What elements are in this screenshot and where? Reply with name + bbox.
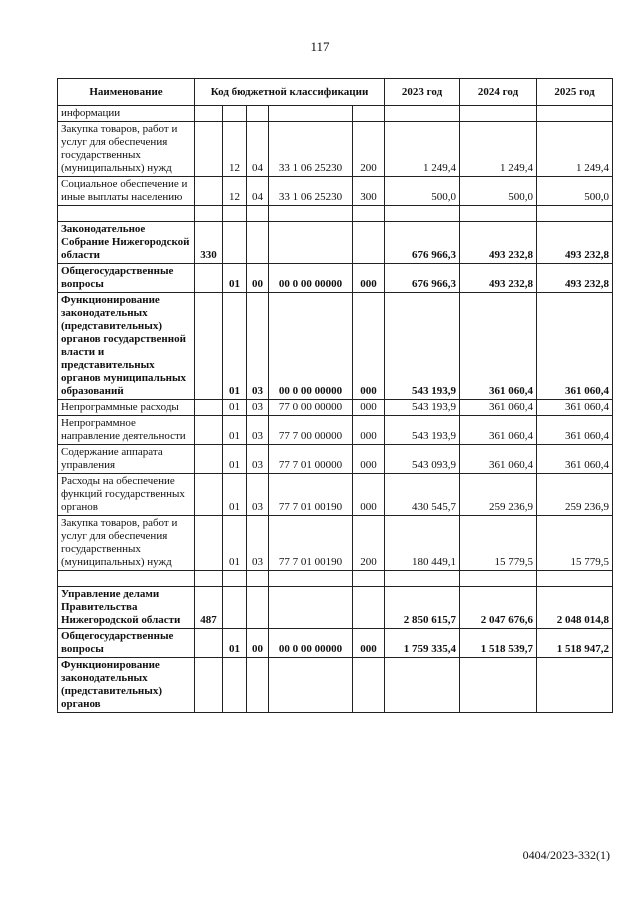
row-csr: 00 0 00 00000 (269, 293, 353, 400)
row-gr (195, 516, 223, 571)
table-row (58, 516, 613, 571)
row-value-2024: 361 060,4 (460, 400, 537, 416)
row-name: Непрограммное направление деятельности (58, 416, 195, 445)
row-csr: 33 1 06 25230 (269, 122, 353, 177)
row-gr (195, 400, 223, 416)
row-csr (269, 587, 353, 629)
row-pr: 03 (247, 416, 269, 445)
row-gr (195, 445, 223, 474)
spacer-cell (385, 571, 460, 587)
row-pr (247, 658, 269, 713)
row-rz: 01 (223, 474, 247, 516)
row-pr: 03 (247, 293, 269, 400)
spacer-cell (537, 206, 613, 222)
row-gr (195, 106, 223, 122)
table-row (58, 400, 613, 416)
row-pr: 04 (247, 122, 269, 177)
row-csr: 77 7 01 00000 (269, 445, 353, 474)
row-gr: 330 (195, 222, 223, 264)
spacer-cell (223, 571, 247, 587)
row-value-2025: 1 518 947,2 (537, 629, 613, 658)
row-vr (353, 658, 385, 713)
row-value-2023: 1 249,4 (385, 122, 460, 177)
row-pr (247, 587, 269, 629)
row-csr: 33 1 06 25230 (269, 177, 353, 206)
row-value-2024: 259 236,9 (460, 474, 537, 516)
row-rz: 01 (223, 293, 247, 400)
spacer-cell (460, 571, 537, 587)
row-csr: 77 7 01 00190 (269, 474, 353, 516)
spacer-cell (195, 206, 223, 222)
spacer-cell (247, 206, 269, 222)
row-csr (269, 658, 353, 713)
row-value-2024: 361 060,4 (460, 293, 537, 400)
table-row (58, 658, 613, 713)
row-csr: 77 0 00 00000 (269, 400, 353, 416)
row-csr (269, 222, 353, 264)
row-gr: 487 (195, 587, 223, 629)
row-value-2024 (460, 106, 537, 122)
row-name: Закупка товаров, работ и услуг для обеспечения государственных (муниципальных) нужд (58, 516, 195, 571)
row-value-2025: 361 060,4 (537, 400, 613, 416)
row-value-2024: 361 060,4 (460, 416, 537, 445)
spacer-cell (58, 206, 195, 222)
header-2023: 2023 год (385, 79, 460, 106)
row-gr (195, 122, 223, 177)
row-rz: 01 (223, 400, 247, 416)
row-value-2025 (537, 658, 613, 713)
row-vr: 200 (353, 516, 385, 571)
row-value-2024: 15 779,5 (460, 516, 537, 571)
row-rz: 12 (223, 122, 247, 177)
row-name: Социальное обеспечение и иные выплаты населению (58, 177, 195, 206)
row-value-2025: 1 249,4 (537, 122, 613, 177)
spacer-cell (247, 571, 269, 587)
row-vr: 000 (353, 264, 385, 293)
row-vr: 000 (353, 400, 385, 416)
row-pr: 00 (247, 264, 269, 293)
row-pr: 03 (247, 474, 269, 516)
table-spacer-row (58, 571, 613, 587)
row-name: информации (58, 106, 195, 122)
row-value-2023: 2 850 615,7 (385, 587, 460, 629)
row-vr: 000 (353, 445, 385, 474)
row-pr: 03 (247, 400, 269, 416)
row-vr: 300 (353, 177, 385, 206)
row-vr: 000 (353, 293, 385, 400)
row-value-2023: 543 193,9 (385, 293, 460, 400)
row-rz: 01 (223, 416, 247, 445)
row-value-2024 (460, 658, 537, 713)
row-value-2023: 500,0 (385, 177, 460, 206)
row-rz: 01 (223, 629, 247, 658)
row-name: Расходы на обеспечение функций государственных органов (58, 474, 195, 516)
table-row (58, 474, 613, 516)
spacer-cell (195, 571, 223, 587)
header-name: Наименование (58, 79, 195, 106)
row-value-2023: 543 193,9 (385, 416, 460, 445)
page-number: 117 (310, 39, 330, 54)
spacer-cell (269, 571, 353, 587)
spacer-cell (385, 206, 460, 222)
row-csr: 77 7 01 00190 (269, 516, 353, 571)
spacer-cell (58, 571, 195, 587)
row-rz: 01 (223, 264, 247, 293)
row-value-2023 (385, 106, 460, 122)
row-pr: 04 (247, 177, 269, 206)
row-value-2023: 676 966,3 (385, 222, 460, 264)
row-gr (195, 658, 223, 713)
row-value-2023: 543 093,9 (385, 445, 460, 474)
row-csr: 77 7 00 00000 (269, 416, 353, 445)
row-pr: 03 (247, 516, 269, 571)
row-value-2023: 430 545,7 (385, 474, 460, 516)
table-row (58, 264, 613, 293)
row-rz (223, 658, 247, 713)
row-vr: 000 (353, 629, 385, 658)
document-code: 0404/2023-332(1) (522, 848, 610, 862)
row-value-2025: 500,0 (537, 177, 613, 206)
row-name: Общегосударственные вопросы (58, 264, 195, 293)
row-name: Управление делами Правительства Нижегородской области (58, 587, 195, 629)
row-name: Функционирование законодательных (представительных) органов (58, 658, 195, 713)
spacer-cell (537, 571, 613, 587)
row-name: Функционирование законодательных (представительных) органов государственной власти и представительных органов муниципальных образований (58, 293, 195, 400)
row-vr: 200 (353, 122, 385, 177)
row-name: Закупка товаров, работ и услуг для обеспечения государственных (муниципальных) нужд (58, 122, 195, 177)
budget-table (57, 78, 613, 713)
row-value-2023: 543 193,9 (385, 400, 460, 416)
row-value-2025: 2 048 014,8 (537, 587, 613, 629)
row-csr: 00 0 00 00000 (269, 629, 353, 658)
header-2024: 2024 год (460, 79, 537, 106)
table-row (58, 587, 613, 629)
row-value-2023 (385, 658, 460, 713)
row-value-2024: 493 232,8 (460, 222, 537, 264)
row-gr (195, 293, 223, 400)
row-name: Законодательное Собрание Нижегородской области (58, 222, 195, 264)
row-gr (195, 264, 223, 293)
spacer-cell (353, 571, 385, 587)
row-vr (353, 587, 385, 629)
row-rz: 12 (223, 177, 247, 206)
row-rz: 01 (223, 516, 247, 571)
table-row (58, 222, 613, 264)
row-gr (195, 474, 223, 516)
spacer-cell (269, 206, 353, 222)
row-value-2024: 2 047 676,6 (460, 587, 537, 629)
row-vr: 000 (353, 416, 385, 445)
row-rz (223, 106, 247, 122)
row-value-2025: 15 779,5 (537, 516, 613, 571)
row-name: Содержание аппарата управления (58, 445, 195, 474)
row-value-2025: 259 236,9 (537, 474, 613, 516)
header-2025: 2025 год (537, 79, 613, 106)
table-row (58, 122, 613, 177)
table-row (58, 416, 613, 445)
row-value-2025: 361 060,4 (537, 416, 613, 445)
table-body (58, 106, 613, 713)
row-pr (247, 106, 269, 122)
row-name: Непрограммные расходы (58, 400, 195, 416)
row-vr (353, 222, 385, 264)
row-value-2025 (537, 106, 613, 122)
row-gr (195, 629, 223, 658)
row-value-2025: 493 232,8 (537, 222, 613, 264)
table-row (58, 106, 613, 122)
row-csr (269, 106, 353, 122)
header-code: Код бюджетной классификации (195, 79, 385, 106)
row-gr (195, 177, 223, 206)
row-value-2025: 493 232,8 (537, 264, 613, 293)
row-vr: 000 (353, 474, 385, 516)
row-value-2024: 361 060,4 (460, 445, 537, 474)
row-gr (195, 416, 223, 445)
table-row (58, 629, 613, 658)
table-spacer-row (58, 206, 613, 222)
spacer-cell (353, 206, 385, 222)
row-pr (247, 222, 269, 264)
row-rz: 01 (223, 445, 247, 474)
row-value-2023: 1 759 335,4 (385, 629, 460, 658)
row-csr: 00 0 00 00000 (269, 264, 353, 293)
spacer-cell (223, 206, 247, 222)
row-value-2024: 1 249,4 (460, 122, 537, 177)
table-header-row (58, 79, 613, 106)
row-value-2023: 180 449,1 (385, 516, 460, 571)
row-value-2024: 500,0 (460, 177, 537, 206)
row-value-2025: 361 060,4 (537, 445, 613, 474)
row-value-2024: 493 232,8 (460, 264, 537, 293)
spacer-cell (460, 206, 537, 222)
row-value-2024: 1 518 539,7 (460, 629, 537, 658)
row-value-2025: 361 060,4 (537, 293, 613, 400)
row-value-2023: 676 966,3 (385, 264, 460, 293)
row-rz (223, 587, 247, 629)
table-row (58, 177, 613, 206)
table-row (58, 293, 613, 400)
row-vr (353, 106, 385, 122)
row-pr: 00 (247, 629, 269, 658)
row-pr: 03 (247, 445, 269, 474)
row-rz (223, 222, 247, 264)
table-row (58, 445, 613, 474)
row-name: Общегосударственные вопросы (58, 629, 195, 658)
